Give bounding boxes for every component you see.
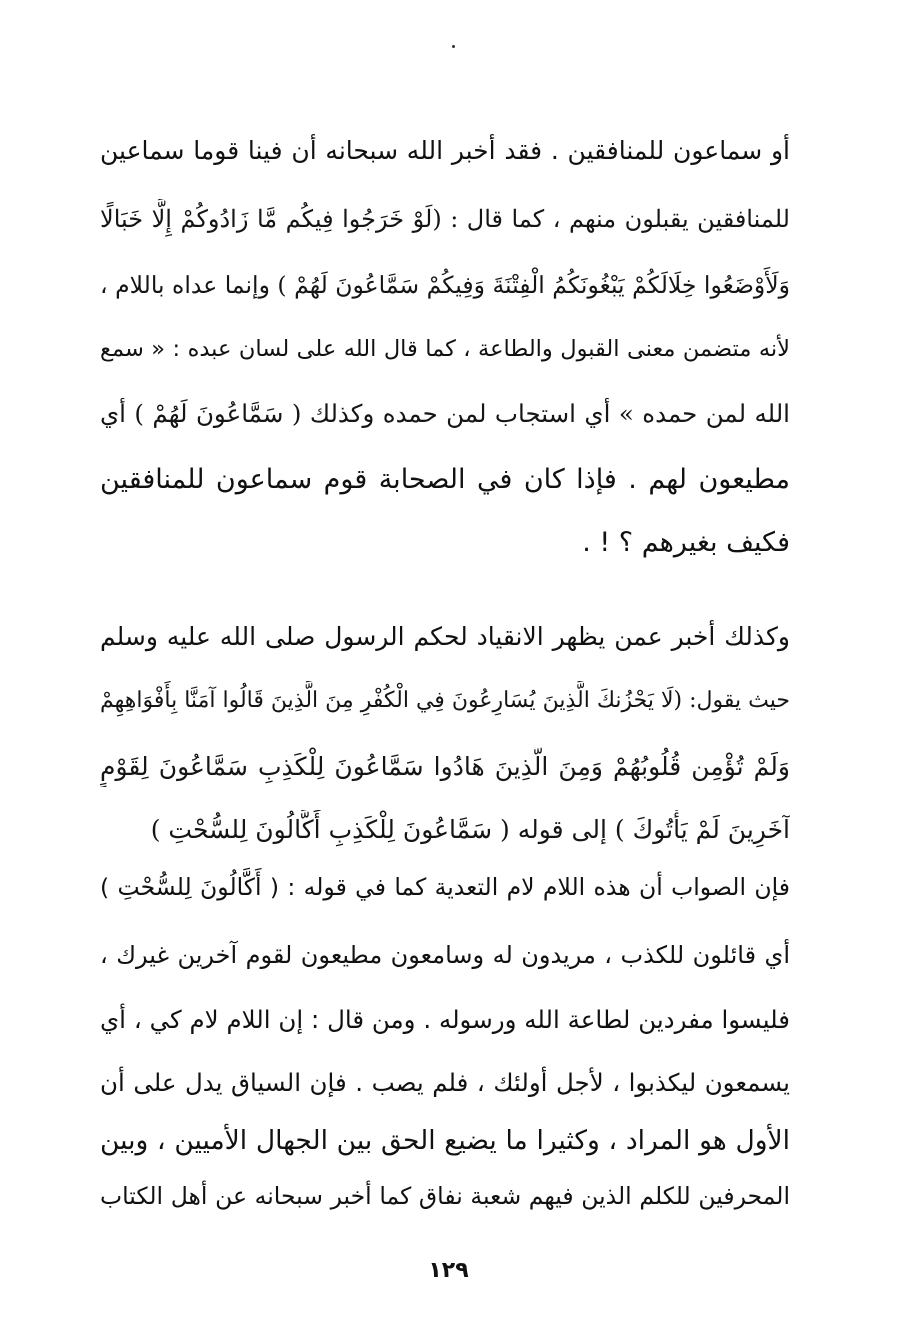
text-line-13: أي قائلون للكذب ، مريدون له وسامعون مطيعون لقوم آخرين غيرك ، [100, 941, 790, 969]
text-line-10: وَلَمْ تُؤْمِن قُلُوبُهُمْ وَمِنَ الَّذِينَ هَادُوا سَمَّاعُونَ لِلْكَذِبِ سَمَّاعُونَ لِقَوْمٍ [100, 752, 790, 781]
text-line-8: وكذلك أخبر عمن يظهر الانقياد لحكم الرسول صلى الله عليه وسلم [100, 622, 790, 651]
text-line-3: وَلَأَوْضَعُوا خِلَالَكُمْ يَبْغُونَكُمُ الْفِتْنَةَ وَفِيكُمْ سَمَّاعُونَ لَهُمْ ) وإنما عداه باللام ، [100, 271, 790, 299]
scan-speck [452, 45, 455, 48]
text-line-6: مطيعون لهم . فإذا كان في الصحابة قوم سماعون للمنافقين [100, 464, 790, 495]
text-line-11: آخَرِينَ لَمْ يَأْتُوكَ ) إلى قوله ( سَمَّاعُونَ لِلْكَذِبِ أَكَّالُونَ لِلسُّحْتِ ) [150, 815, 790, 844]
text-line-7: فكيف بغيرهم ؟ ! . [582, 527, 790, 558]
text-line-17: المحرفين للكلم الذين فيهم شعبة نفاق كما أخبر سبحانه عن أهل الكتاب [100, 1182, 790, 1210]
text-line-5: الله لمن حمده » أي استجاب لمن حمده وكذلك ( سَمَّاعُونَ لَهُمْ ) أي [100, 399, 790, 428]
text-line-12: فإن الصواب أن هذه اللام لام التعدية كما في قوله : ( أَكَّالُونَ لِلسُّحْتِ ) [100, 873, 790, 901]
text-line-16: الأول هو المراد ، وكثيرا ما يضيع الحق بين الجهال الأميين ، وبين [100, 1125, 790, 1156]
text-line-1: أو سماعون للمنافقين . فقد أخبر الله سبحانه أن فينا قوما سماعين [100, 136, 790, 165]
text-line-15: يسمعون ليكذبوا ، لأجل أولئك ، فلم يصب . فإن السياق يدل على أن [100, 1068, 790, 1097]
text-line-4: لأنه متضمن معنى القبول والطاعة ، كما قال الله على لسان عبده : « سمع [100, 336, 790, 362]
text-line-9: حيث يقول: (لَا يَحْزُنكَ الَّذِينَ يُسَارِعُونَ فِي الْكُفْرِ مِنَ الَّذِينَ قَالُوا آمَنَّا بِأَفْوَاهِهِمْ [100, 688, 790, 713]
page-number: ١٢٩ [428, 1258, 469, 1283]
text-line-14: فليسوا مفردين لطاعة الله ورسوله . ومن قال : إن اللام لام كي ، أي [100, 1005, 790, 1034]
text-line-2: للمنافقين يقبلون منهم ، كما قال : (لَوْ خَرَجُوا فِيكُم مَّا زَادُوكُمْ إِلَّا خَبَالًا [100, 205, 790, 233]
